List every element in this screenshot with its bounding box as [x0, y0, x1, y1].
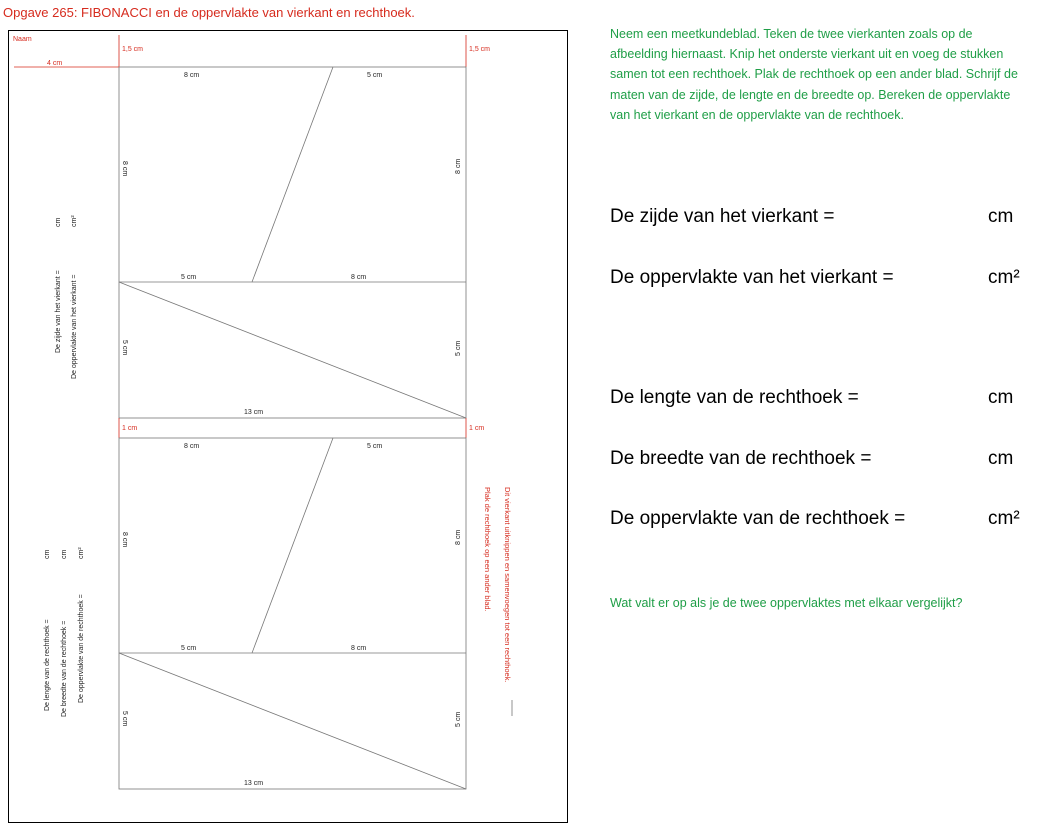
upper-label-right-5: 5 cm	[455, 340, 462, 356]
question-lengte-rechthoek: De lengte van de rechthoek =	[610, 387, 859, 408]
worksheet	[8, 30, 568, 823]
unit-oppervlakte-vierkant: cm²	[988, 267, 1020, 288]
margin-top-right-label: 1,5 cm	[469, 46, 491, 53]
left-upper-cm: cm	[55, 217, 62, 227]
left-upper-cm2: cm²	[71, 215, 78, 227]
lower-label-top-5: 5 cm	[367, 443, 383, 450]
question-breedte-rechthoek: De breedte van de rechthoek =	[610, 448, 872, 469]
upper-label-mid-8: 8 cm	[351, 274, 367, 281]
upper-label-bottom-13: 13 cm	[244, 409, 264, 416]
lower-label-left-5: 5 cm	[121, 711, 128, 727]
upper-label-right-8: 8 cm	[455, 158, 462, 174]
upper-square	[119, 67, 466, 418]
question-zijde-vierkant: De zijde van het vierkant =	[610, 206, 835, 227]
question-oppervlakte-rechthoek: De oppervlakte van de rechthoek =	[610, 508, 906, 529]
red-note-cut: Dit vierkant uitknippen en samenvoegen tot een rechthoek.	[503, 487, 512, 683]
lower-label-right-8: 8 cm	[455, 529, 462, 545]
upper-square-outline	[119, 67, 466, 418]
upper-label-left-8: 8 cm	[121, 161, 128, 177]
left-lower-oppervlakte: De oppervlakte van de rechthoek =	[78, 594, 85, 703]
lower-label-left-8: 8 cm	[121, 532, 128, 548]
margin-top-left-label: 1,5 cm	[122, 46, 144, 53]
upper-label-mid-5: 5 cm	[181, 274, 197, 281]
left-upper-zijde: De zijde van het vierkant =	[55, 270, 62, 353]
name-label: Naam	[13, 36, 32, 43]
lower-label-mid-8: 8 cm	[351, 645, 367, 652]
page-title: Opgave 265: FIBONACCI en de oppervlakte van vierkant en rechthoek.	[3, 5, 415, 20]
red-note-paste: Plak de rechthoek op een ander blad.	[483, 487, 492, 612]
lower-square-outline	[119, 438, 466, 789]
gap-right-label: 1 cm	[469, 425, 485, 432]
lower-label-bottom-13: 13 cm	[244, 780, 264, 787]
question-oppervlakte-vierkant: De oppervlakte van het vierkant =	[610, 267, 894, 288]
left-upper-oppervlakte: De oppervlakte van het vierkant =	[71, 274, 78, 379]
lower-label-mid-5: 5 cm	[181, 645, 197, 652]
upper-trapezoid-cut	[252, 67, 333, 282]
left-lower-cm2: cm²	[78, 547, 85, 559]
margin-left-label: 4 cm	[47, 60, 63, 67]
left-lower-cm-2: cm	[61, 549, 68, 559]
left-lower-cm-1: cm	[44, 549, 51, 559]
lower-label-top-8: 8 cm	[184, 443, 200, 450]
instructions: Neem een meetkundeblad. Teken de twee vierkanten zoals op de afbeelding hiernaast. Knip het onderste vierkant uit en voeg de stukken samen tot een rechthoek. Plak de rechthoek op een ander blad. Schrijf de maten van de zijde, de lengte en de breedte op. Bereken de oppervlakte van het vierkant en de oppervlakte van de rechthoek.	[610, 27, 1018, 122]
unit-oppervlakte-rechthoek: cm²	[988, 508, 1020, 529]
left-lower-breedte: De breedte van de rechthoek =	[61, 620, 68, 717]
unit-lengte-rechthoek: cm	[988, 387, 1014, 408]
lower-square	[119, 438, 466, 789]
left-lower-lengte: De lengte van de rechthoek =	[44, 619, 51, 711]
upper-label-top-8: 8 cm	[184, 72, 200, 79]
lower-trapezoid-cut	[252, 438, 333, 653]
unit-breedte-rechthoek: cm	[988, 448, 1014, 469]
lower-triangle-cut	[119, 653, 466, 789]
unit-zijde-vierkant: cm	[988, 206, 1014, 227]
lower-label-right-5: 5 cm	[455, 711, 462, 727]
closing-question: Wat valt er op als je de twee oppervlaktes met elkaar vergelijkt?	[610, 596, 963, 610]
upper-triangle-cut	[119, 282, 466, 418]
upper-label-left-5: 5 cm	[121, 340, 128, 356]
worksheet-drawing	[9, 31, 567, 822]
gap-left-label: 1 cm	[122, 425, 138, 432]
upper-label-top-5: 5 cm	[367, 72, 383, 79]
